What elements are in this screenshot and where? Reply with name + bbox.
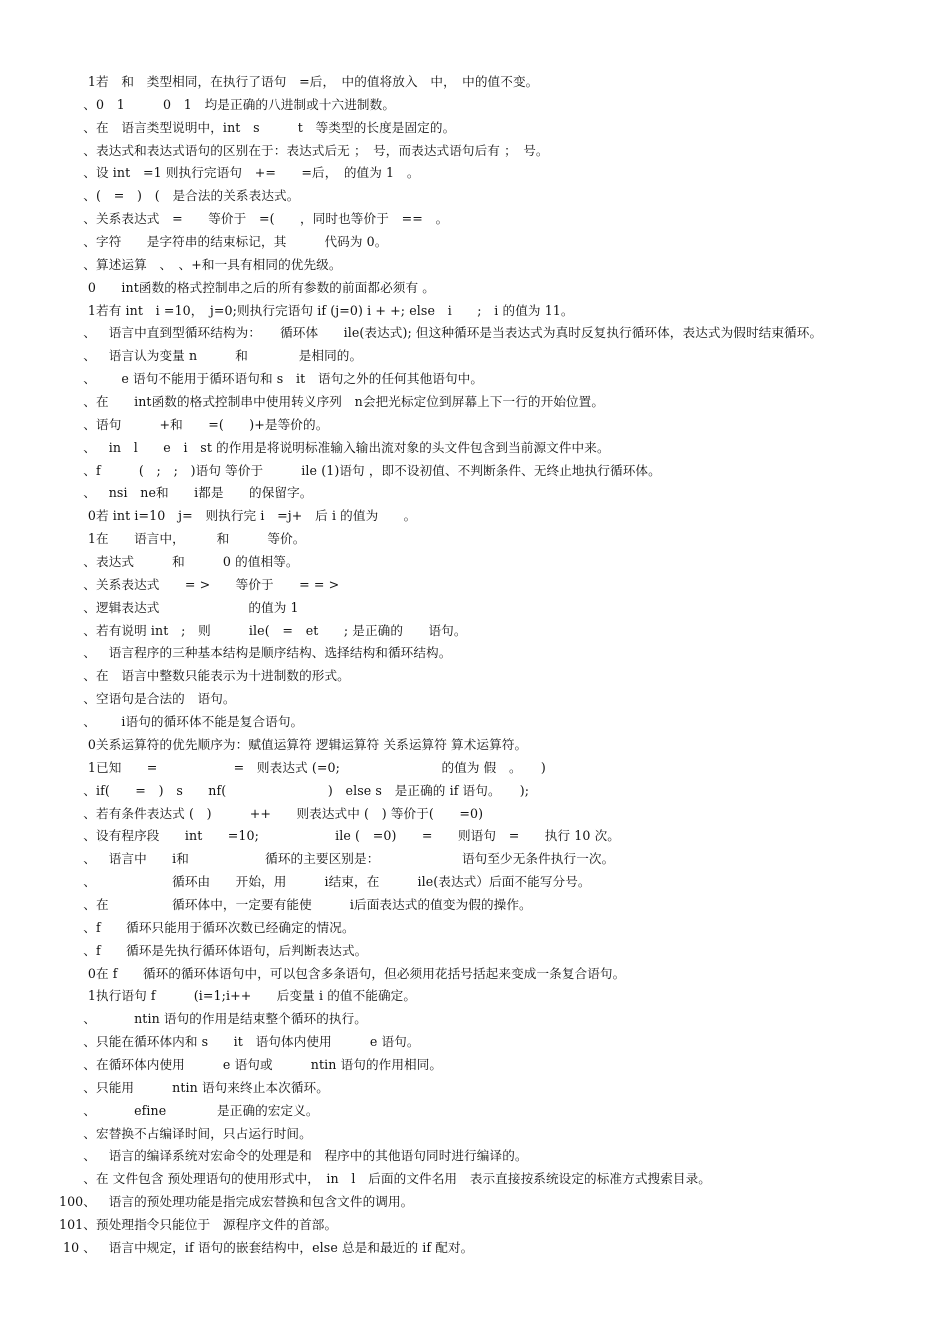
statement-number: 1 <box>87 988 96 1004</box>
statement-row <box>0 437 950 460</box>
statement-number: 、 <box>83 485 96 501</box>
statement-text: 字符 是字符串的结束标记，其 代码为 0。 <box>96 234 388 250</box>
statement-row <box>0 368 950 391</box>
statement-number: 0 <box>87 279 96 295</box>
statement-row <box>0 254 950 277</box>
statement-row <box>0 1168 950 1191</box>
statement-text: 循环由 开始，用 i结束，在 ile(表达式）后面不能写分号。 <box>96 874 591 890</box>
statement-row <box>0 1008 950 1031</box>
statement-text: if( = ) s nf( ) else s 是正确的 if 语句。 ); <box>96 782 530 798</box>
statement-row <box>0 940 950 963</box>
statement-text: 若有 int i =10， j=0;则执行完语句 if (j=0) i + +; else i ; i 的值为 11。 <box>96 302 574 318</box>
statement-text: efine 是正确的宏定义。 <box>96 1102 319 1118</box>
statement-row <box>0 803 950 826</box>
statement-number: 、 <box>83 234 96 250</box>
statement-row <box>0 300 950 323</box>
statement-number: 、 <box>83 416 96 432</box>
statement-text: 0 1 0 1 均是正确的八进制或十六进制数。 <box>96 96 396 112</box>
statement-number: 、 <box>83 1056 96 1072</box>
statement-number: 1 <box>87 74 96 89</box>
statement-number: 100、 <box>58 1194 96 1210</box>
statement-number: 、 <box>83 851 96 867</box>
statement-number: 、 <box>83 599 96 615</box>
statement-text: ( = ) ( 是合法的关系表达式。 <box>96 188 300 204</box>
statement-text: 在循环体内使用 e 语句或 ntin 语句的作用相同。 <box>96 1056 443 1072</box>
statement-text: 算述运算 、 、+和一具有相同的优先级。 <box>96 256 342 272</box>
statement-text: 在 语言类型说明中，int s t 等类型的长度是固定的。 <box>96 119 456 135</box>
statement-row <box>0 277 950 300</box>
statement-number: 、 <box>83 256 96 272</box>
statement-text: f ( ; ; )语句 等价于 ile (1)语句 ，即不设初值、不判断条件、无终止地执行循环体。 <box>96 462 661 478</box>
statement-text: 预处理指令只能位于 源程序文件的首部。 <box>96 1216 338 1232</box>
statement-text: 已知 = = 则表达式 (=0; 的值为 假 。 ) <box>96 759 546 775</box>
statement-number: 1 <box>87 531 96 547</box>
statement-text: ntin 语句的作用是结束整个循环的执行。 <box>96 1011 367 1027</box>
statement-text: f 循环是先执行循环体语句，后判断表达式。 <box>96 942 368 958</box>
statement-text: 在 循环体中，一定要有能使 i后面表达式的值变为假的操作。 <box>96 896 532 912</box>
statement-text: 语言程序的三种基本结构是顺序结构、选择结构和循环结构。 <box>96 645 452 661</box>
statement-text: 语言认为变量 n 和 是相同的。 <box>96 348 363 364</box>
statement-number: 0 <box>87 508 96 524</box>
statement-row <box>0 1031 950 1054</box>
statement-number: 、 <box>83 1171 96 1187</box>
statement-row <box>0 551 950 574</box>
statement-number: 、 <box>83 394 96 410</box>
statement-row <box>0 505 950 528</box>
statement-row <box>0 1100 950 1123</box>
statement-row <box>0 460 950 483</box>
statement-list <box>0 71 950 1260</box>
statement-text: 若 和 类型相同，在执行了语句 =后， 中的值将放入 中， 中的值不变。 <box>96 74 539 89</box>
statement-text: 语言中 i和 循环的主要区别是： 语句至少无条件执行一次。 <box>96 851 615 867</box>
statement-text: 若有条件表达式 ( ) ++ 则表达式中 ( ) 等价于( =0) <box>96 805 484 821</box>
statement-row <box>0 620 950 643</box>
statement-text: i语句的循环体不能是复合语句。 <box>96 714 304 730</box>
statement-text: 只能在循环体内和 s it 语句体内使用 e 语句。 <box>96 1034 420 1050</box>
statement-row <box>0 780 950 803</box>
statement-number: 、 <box>83 691 96 707</box>
statement-text: 宏替换不占编译时间，只占运行时间。 <box>96 1125 312 1141</box>
statement-row <box>0 597 950 620</box>
statement-row <box>0 162 950 185</box>
statement-row <box>0 1214 950 1237</box>
statement-number: 、 <box>83 371 96 387</box>
statement-row <box>0 140 950 163</box>
statement-number: 、 <box>83 119 96 135</box>
statement-row <box>0 231 950 254</box>
statement-row <box>0 1054 950 1077</box>
statement-text: 语言中直到型循环结构为： 循环体 ile(表达式); 但这种循环是当表达式为真时反复执行循环体，表达式为假时结束循环。 <box>96 325 823 341</box>
statement-row <box>0 1237 950 1260</box>
statement-row <box>0 574 950 597</box>
statement-number: 、 <box>83 576 96 592</box>
statement-text: int函数的格式控制串之后的所有参数的前面都必须有 。 <box>96 279 435 295</box>
statement-text: 若有说明 int ; 则 ile( = et ; 是正确的 语句。 <box>96 622 467 638</box>
statement-text: 语言中规定，if 语句的嵌套结构中，else 总是和最近的 if 配对。 <box>96 1239 474 1255</box>
statement-number: 、 <box>83 142 96 158</box>
statement-row <box>0 185 950 208</box>
statement-row <box>0 825 950 848</box>
statement-text: nsi ne和 i都是 的保留字。 <box>96 485 313 501</box>
statement-number: 、 <box>83 1102 96 1118</box>
statement-number: 、 <box>83 668 96 684</box>
statement-number: 101、 <box>58 1216 96 1232</box>
statement-number: 、 <box>83 439 96 455</box>
statement-row <box>0 482 950 505</box>
statement-text: 关系表达式 = 等价于 =( ，同时也等价于 == 。 <box>96 211 449 227</box>
statement-text: 执行语句 f (i=1;i++ 后变量 i 的值不能确定。 <box>96 988 417 1004</box>
statement-number: 0 <box>87 965 96 981</box>
statement-number: 、 <box>83 554 96 570</box>
statement-text: 关系运算符的优先顺序为：赋值运算符 逻辑运算符 关系运算符 算术运算符。 <box>96 736 528 752</box>
statement-text: 在 文件包含 预处理语句的使用形式中， in l 后面的文件名用 表示直接按系统设定的标准方式搜索目录。 <box>96 1171 711 1187</box>
statement-row <box>0 688 950 711</box>
statement-number: 、 <box>83 828 96 844</box>
statement-row <box>0 665 950 688</box>
statement-number: 、 <box>83 1079 96 1095</box>
statement-row <box>0 917 950 940</box>
statement-text: 语言的编译系统对宏命令的处理是和 程序中的其他语句同时进行编译的。 <box>96 1148 528 1164</box>
statement-row <box>0 322 950 345</box>
statement-text: 逻辑表达式 的值为 1 <box>96 599 299 615</box>
statement-row <box>0 1123 950 1146</box>
statement-number: 、 <box>83 462 96 478</box>
statement-number: 1 <box>87 759 96 775</box>
statement-row <box>0 894 950 917</box>
statement-number: 、 <box>83 919 96 935</box>
statement-row <box>0 734 950 757</box>
statement-row <box>0 642 950 665</box>
statement-text: in l e i st 的作用是将说明标准输入输出流对象的头文件包含到当前源文件中来。 <box>96 439 610 455</box>
statement-text: e 语句不能用于循环语句和 s it 语句之外的任何其他语句中。 <box>96 371 484 387</box>
statement-row <box>0 528 950 551</box>
statement-number: 10 、 <box>62 1239 96 1255</box>
statement-number: 、 <box>83 211 96 227</box>
statement-text: 语言的预处理功能是指完成宏替换和包含文件的调用。 <box>96 1194 414 1210</box>
statement-text: 设有程序段 int =10; ile ( =0) = 则语句 = 执行 10 次。 <box>96 828 620 844</box>
statement-row <box>0 963 950 986</box>
statement-text: 在 语言中整数只能表示为十进制数的形式。 <box>96 668 350 684</box>
statement-row <box>0 71 950 94</box>
statement-row <box>0 345 950 368</box>
statement-row <box>0 208 950 231</box>
statement-text: 语句 +和 =( )+是等价的。 <box>96 416 329 432</box>
statement-text: 在 f 循环的循环体语句中，可以包含多条语句，但必须用花括号括起来变成一条复合语句。 <box>96 965 626 981</box>
statement-number: 、 <box>83 782 96 798</box>
statement-text: 表达式 和 0 的值相等。 <box>96 554 299 570</box>
statement-number: 、 <box>83 714 96 730</box>
statement-row <box>0 985 950 1008</box>
statement-number: 、 <box>83 348 96 364</box>
statement-number: 1 <box>87 302 96 318</box>
statement-row <box>0 94 950 117</box>
statement-row <box>0 1145 950 1168</box>
statement-number: 、 <box>83 96 96 112</box>
statement-number: 、 <box>83 1148 96 1164</box>
statement-row <box>0 871 950 894</box>
statement-text: 在 int函数的格式控制串中使用转义序列 n会把光标定位到屏幕上下一行的开始位置。 <box>96 394 605 410</box>
statement-row <box>0 711 950 734</box>
statement-text: f 循环只能用于循环次数已经确定的情况。 <box>96 919 355 935</box>
statement-number: 、 <box>83 188 96 204</box>
statement-number: 、 <box>83 805 96 821</box>
statement-number: 、 <box>83 874 96 890</box>
statement-text: 若 int i=10 j= 则执行完 i =j+ 后 i 的值为 。 <box>96 508 417 524</box>
statement-row <box>0 391 950 414</box>
statement-row <box>0 1191 950 1214</box>
statement-number: 、 <box>83 1011 96 1027</box>
statement-text: 在 语言中， 和 等价。 <box>96 531 306 547</box>
statement-row <box>0 117 950 140</box>
statement-row <box>0 414 950 437</box>
statement-row <box>0 1077 950 1100</box>
statement-number: 、 <box>83 896 96 912</box>
statement-text: 空语句是合法的 语句。 <box>96 691 236 707</box>
statement-text: 关系表达式 = > 等价于 = = > <box>96 576 340 592</box>
statement-number: 、 <box>83 942 96 958</box>
statement-number: 、 <box>83 645 96 661</box>
statement-number: 、 <box>83 1034 96 1050</box>
statement-text: 只能用 ntin 语句来终止本次循环。 <box>96 1079 329 1095</box>
statement-row <box>0 757 950 780</box>
statement-number: 、 <box>83 325 96 341</box>
statement-text: 设 int =1 则执行完语句 += =后， 的值为 1 。 <box>96 165 420 181</box>
statement-number: 、 <box>83 165 96 181</box>
statement-number: 、 <box>83 622 96 638</box>
statement-number: 0 <box>87 736 96 752</box>
statement-number: 、 <box>83 1125 96 1141</box>
statement-row <box>0 848 950 871</box>
statement-text: 表达式和表达式语句的区别在于：表达式后无 ； 号，而表达式语句后有 ； 号。 <box>96 142 549 158</box>
